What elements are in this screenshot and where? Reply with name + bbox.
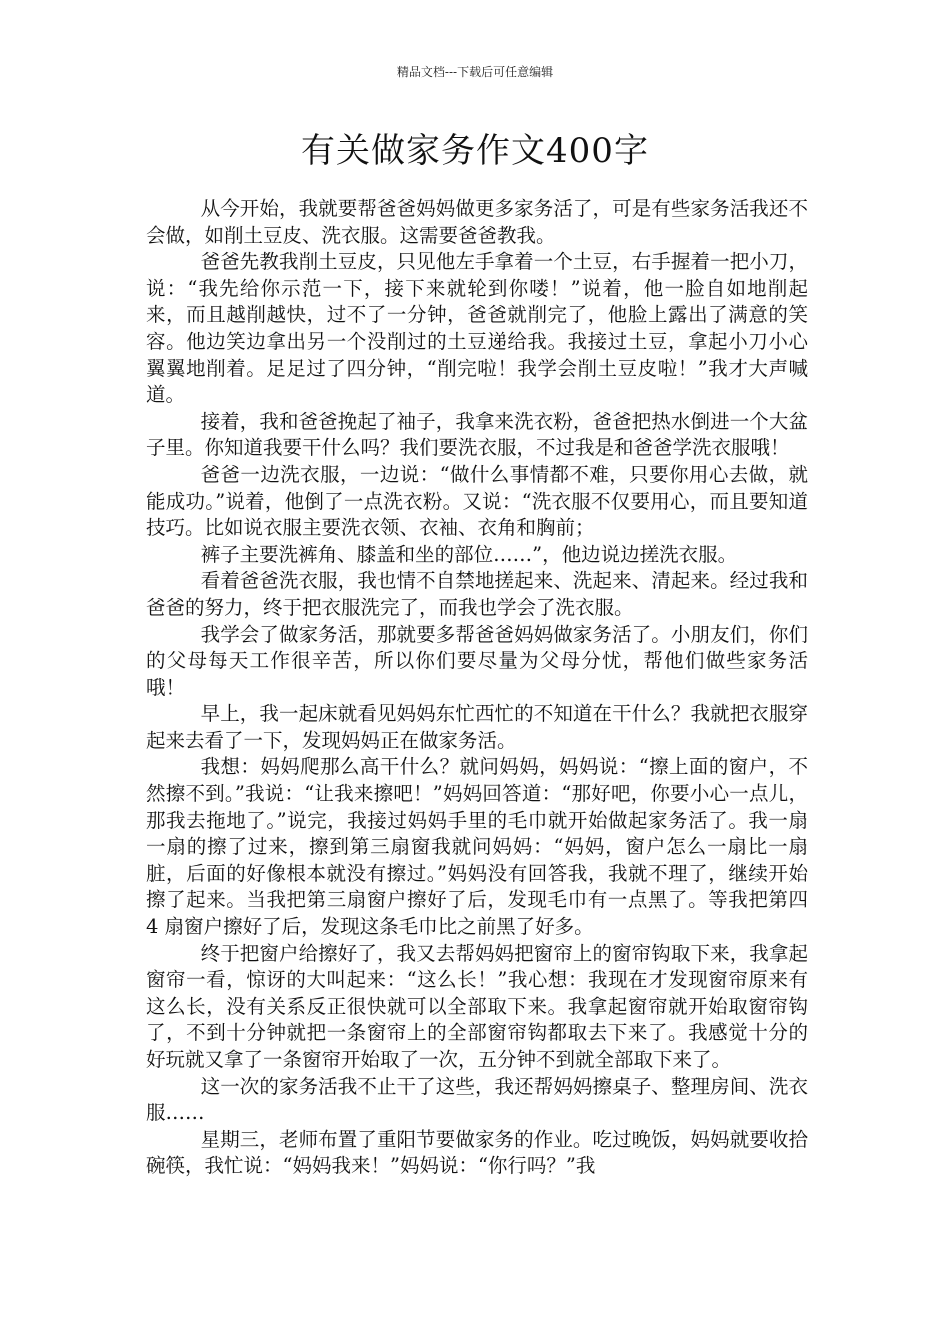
paragraph: 接着，我和爸爸挽起了袖子，我拿来洗衣粉，爸爸把热水倒进一个大盆子里。你知道我要干什么吗？我们要洗衣服，不过我是和爸爸学洗衣服哦！ [146,409,808,460]
paragraph: 我学会了做家务活，那就要多帮爸爸妈妈做家务活了。小朋友们，你们的父母每天工作很辛苦，所以你们要尽量为父母分忧，帮他们做些家务活哦！ [146,622,808,699]
paragraph: 看着爸爸洗衣服，我也情不自禁地搓起来、洗起来、清起来。经过我和爸爸的努力，终于把衣服洗完了，而我也学会了洗衣服。 [146,569,808,619]
paragraph: 星期三，老师布置了重阳节要做家务的作业。吃过晚饭，妈妈就要收拾碗筷，我忙说：“妈妈我来！”妈妈说：“你行吗？”我 [146,1127,808,1178]
header-note: 精品文档---下载后可任意编辑 [396,65,554,79]
document-title: 有关做家务作文400字 [301,131,649,171]
paragraph: 我想：妈妈爬那么高干什么？就问妈妈，妈妈说：“擦上面的窗户，不然擦不到。”我说：“让我来擦吧！”妈妈回答道：“那好吧，你要小心一点儿，那我去拖地了。”说完，我接过妈妈手里的毛巾就开始做起家务活了。我一扇一扇的擦了过来，擦到第三扇窗我就问妈妈：“妈妈，窗户怎么一扇比一扇脏，后面的好像根本就没有擦过。”妈妈没有回答我，我就不理了，继续开始擦了起来。当我把第三扇窗户擦好了后，发现毛巾有一点黑了。等我把第四 4 扇窗户擦好了后，发现这条毛巾比之前黑了好多。 [146,755,808,939]
paragraph: 爸爸一边洗衣服，一边说：“做什么事情都不难，只要你用心去做，就能成功。”说着，他倒了一点洗衣粉。又说：“洗衣服不仅要用心，而且要知道技巧。比如说衣服主要洗衣领、衣袖、衣角和胸前； [146,462,808,540]
paragraph: 裤子主要洗裤角、膝盖和坐的部位……”，他边说边搓洗衣服。 [200,542,738,566]
paragraph: 终于把窗户给擦好了，我又去帮妈妈把窗帘上的窗帘钩取下来，我拿起窗帘一看，惊讶的大叫起来：“这么长！”我心想：我现在才发现窗帘原来有这么长，没有关系反正很快就可以全部取下来。我拿起窗帘就开始取窗帘钩了，不到十分钟就把一条窗帘上的全部窗帘钩都取去下来了。我感觉十分的好玩就又拿了一条窗帘开始取了一次，五分钟不到就全部取下来了。 [146,941,808,1071]
paragraph: 早上，我一起床就看见妈妈东忙西忙的不知道在干什么？我就把衣服穿起来去看了一下，发现妈妈正在做家务活。 [146,702,808,752]
paragraph: 爸爸先教我削土豆皮，只见他左手拿着一个土豆，右手握着一把小刀，说：“我先给你示范一下，接下来就轮到你喽！”说着，他一脸自如地削起来，而且越削越快，过不了一分钟，爸爸就削完了，他脸上露出了满意的笑容。他边笑边拿出另一个没削过的土豆递给我。我接过土豆，拿起小刀小心翼翼地削着。足足过了四分钟，“削完啦！我学会削土豆皮啦！”我才大声喊道。 [146,250,808,407]
paragraph: 从今开始，我就要帮爸爸妈妈做更多家务活了，可是有些家务活我还不会做，如削土豆皮、洗衣服。这需要爸爸教我。 [146,197,808,247]
article-body [146,196,808,1180]
paragraph: 这一次的家务活我不止干了这些，我还帮妈妈擦桌子、整理房间、洗衣服…… [146,1074,808,1125]
